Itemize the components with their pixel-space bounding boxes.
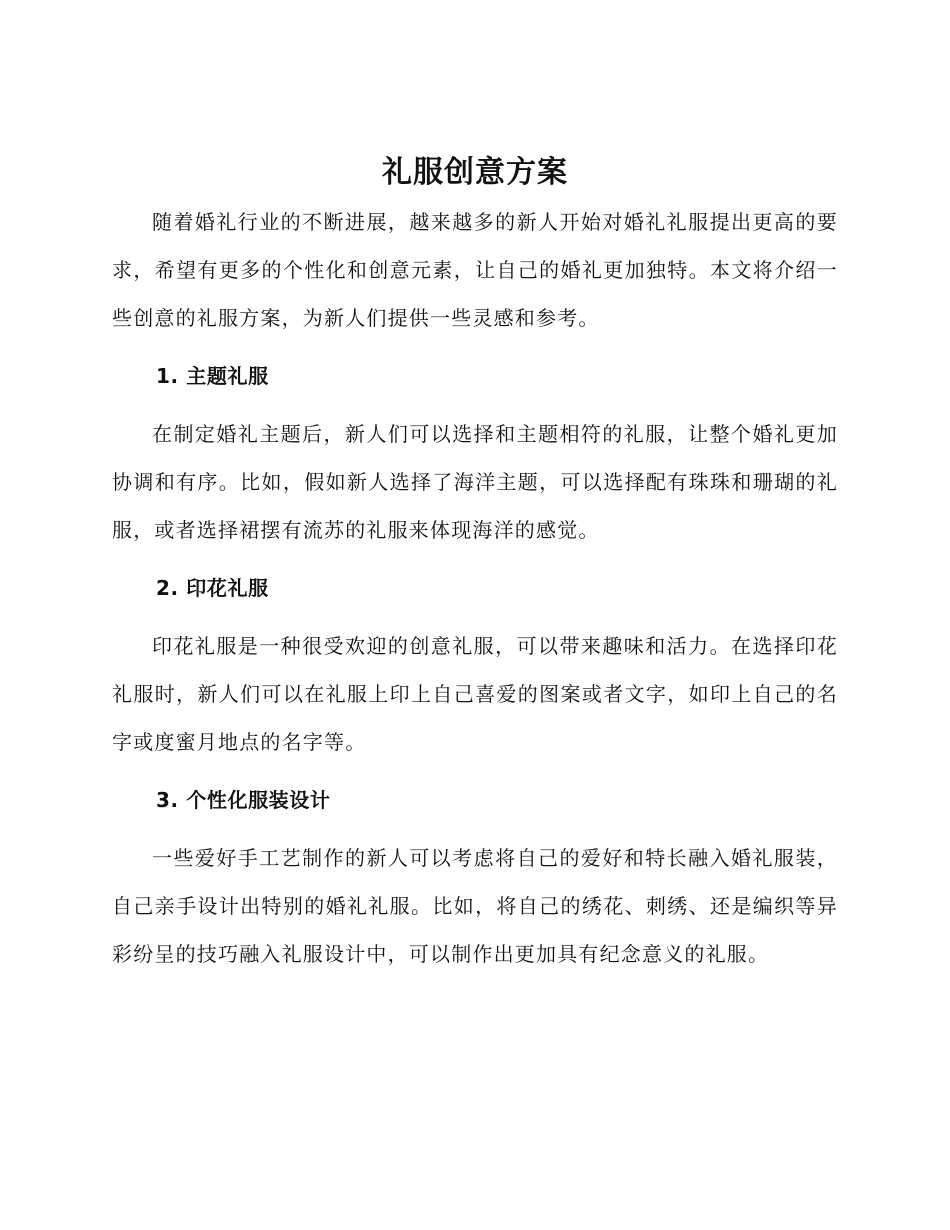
section-body-2: 印花礼服是一种很受欢迎的创意礼服，可以带来趣味和活力。在选择印花礼服时，新人们可以在礼服上印上自己喜爱的图案或者文字，如印上自己的名字或度蜜月地点的名字等。 [112, 634, 838, 754]
section-body-1: 在制定婚礼主题后，新人们可以选择和主题相符的礼服，让整个婚礼更加协调和有序。比如，假如新人选择了海洋主题，可以选择配有珠珠和珊瑚的礼服，或者选择裙摆有流苏的礼服来体现海洋的感觉。 [112, 422, 838, 542]
section-heading-2: 2. 印花礼服 [156, 576, 269, 600]
section-body-3: 一些爱好手工艺制作的新人可以考虑将自己的爱好和特长融入婚礼服装，自己亲手设计出特别的婚礼礼服。比如，将自己的绣花、刺绣、还是编织等异彩纷呈的技巧融入礼服设计中，可以制作出更加具有纪念意义的礼服。 [112, 846, 838, 966]
document-title: 礼服创意方案 [382, 155, 568, 190]
section-heading-1: 1. 主题礼服 [156, 364, 269, 388]
section-heading-3: 3. 个性化服装设计 [156, 788, 331, 812]
intro-paragraph: 随着婚礼行业的不断进展，越来越多的新人开始对婚礼礼服提出更高的要求，希望有更多的个性化和创意元素，让自己的婚礼更加独特。本文将介绍一些创意的礼服方案，为新人们提供一些灵感和参考。 [112, 210, 838, 330]
